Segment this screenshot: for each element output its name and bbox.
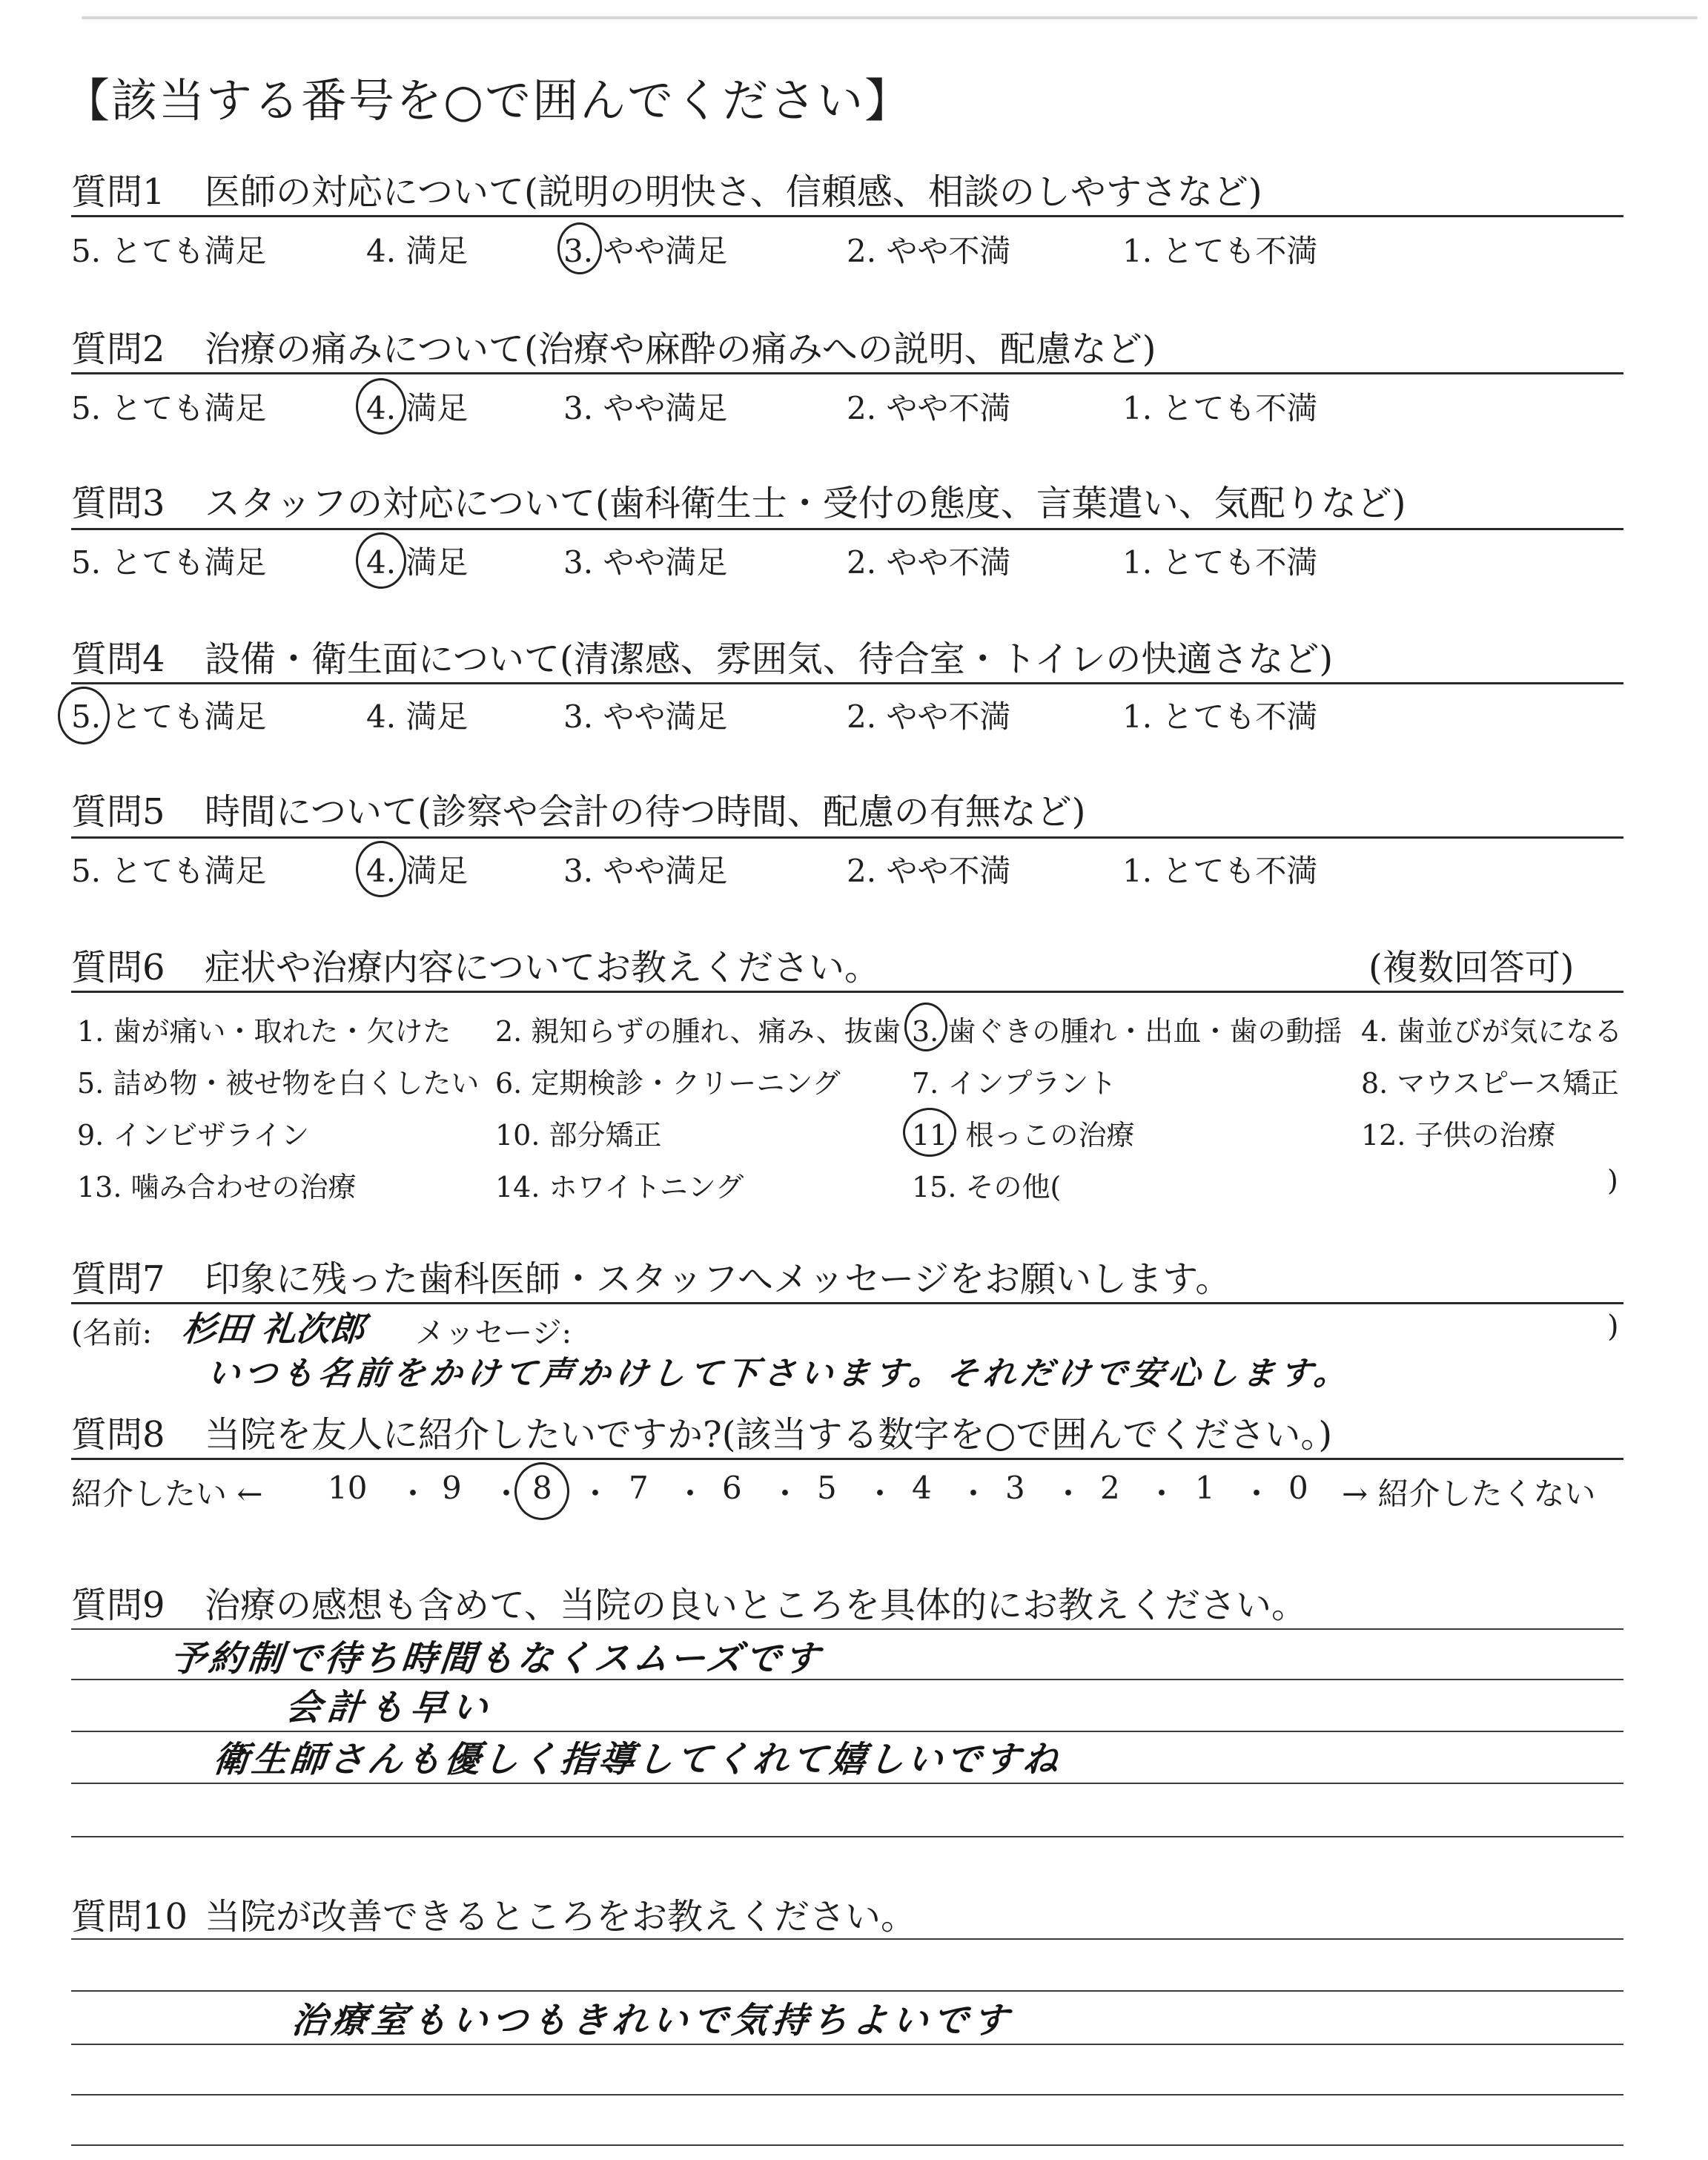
q3-option-2[interactable]: 2. やや不満: [847, 544, 1011, 581]
q6-option-12[interactable]: 12. 子供の治療: [1361, 1119, 1556, 1152]
question-10: 質問10 当院が改善できるところをお教えください。: [71, 1896, 917, 1938]
q1-option-1[interactable]: 1. とても不満: [1122, 233, 1318, 269]
question-6-rule: [71, 991, 1623, 993]
q3-option-1[interactable]: 1. とても不満: [1122, 544, 1318, 581]
q8-sep: ・: [1241, 1476, 1273, 1512]
q8-score-7[interactable]: 7: [629, 1470, 649, 1506]
q1-option-4[interactable]: 4. 満足: [366, 233, 469, 269]
q6-option-8[interactable]: 8. マウスピース矯正: [1361, 1067, 1619, 1100]
q6-option-1[interactable]: 1. 歯が痛い・取れた・欠けた: [77, 1015, 451, 1048]
q8-left-label: 紹介したい ←: [71, 1476, 263, 1512]
q4-option-3[interactable]: 3. やや満足: [563, 698, 728, 735]
q5-option-5[interactable]: 5. とても満足: [71, 853, 267, 889]
q2-answer-circle: [356, 378, 406, 435]
q9-answer-line-3[interactable]: 衛生師さんも優しく指導してくれて嬉しいですね: [211, 1739, 1064, 1780]
question-5: 質問5 時間について(診察や会計の待つ時間、配慮の有無など): [71, 791, 1086, 833]
page-title: 【該当する番号を○で囲んでください】: [64, 73, 913, 128]
q3-option-5[interactable]: 5. とても満足: [71, 544, 267, 581]
q2-option-2[interactable]: 2. やや不満: [847, 390, 1011, 426]
q7-close-paren: ): [1607, 1309, 1619, 1344]
q7-message-label: メッセージ:: [415, 1316, 572, 1350]
question-8: 質問8 当院を友人に紹介したいですか?(該当する数字を○で囲んでください。): [71, 1414, 1333, 1456]
q2-option-1[interactable]: 1. とても不満: [1122, 390, 1318, 426]
q9-line: [71, 1783, 1623, 1784]
q6-option-13[interactable]: 13. 噛み合わせの治療: [77, 1171, 357, 1203]
q3-answer-circle: [356, 532, 406, 589]
q6-option-10[interactable]: 10. 部分矯正: [495, 1119, 662, 1152]
q6-option-14[interactable]: 14. ホワイトニング: [495, 1171, 744, 1203]
question-5-rule: [71, 836, 1623, 839]
q8-score-3[interactable]: 3: [1005, 1470, 1025, 1506]
q1-option-2[interactable]: 2. やや不満: [847, 233, 1011, 269]
q8-sep: ・: [675, 1476, 706, 1512]
q1-answer-circle: [557, 222, 602, 274]
question-3: 質問3 スタッフの対応について(歯科衛生士・受付の態度、言葉遣い、気配りなど): [71, 483, 1406, 524]
q8-score-1[interactable]: 1: [1195, 1470, 1215, 1506]
q8-sep: ・: [1146, 1476, 1178, 1512]
question-1: 質問1 医師の対応について(説明の明快さ、信頼感、相談のしやすさなど): [71, 171, 1262, 213]
question-8-rule: [71, 1458, 1623, 1460]
question-2: 質問2 治療の痛みについて(治療や麻酔の痛みへの説明、配慮など): [71, 328, 1156, 370]
q6-answer-circle-3: [904, 1003, 947, 1051]
question-6: 質問6 症状や治療内容についてお教えください。: [71, 947, 881, 988]
q3-option-4[interactable]: 4. 満足: [366, 544, 469, 581]
q5-option-1[interactable]: 1. とても不満: [1122, 853, 1318, 889]
q8-score-6[interactable]: 6: [722, 1470, 742, 1506]
q3-option-3[interactable]: 3. やや満足: [563, 544, 728, 581]
question-9: 質問9 治療の感想も含めて、当院の良いところを具体的にお教えください。: [71, 1585, 1308, 1626]
q6-option-9[interactable]: 9. インビザライン: [77, 1119, 310, 1152]
q8-sep: ・: [491, 1476, 523, 1512]
q8-score-2[interactable]: 2: [1100, 1470, 1120, 1506]
q4-option-4[interactable]: 4. 満足: [366, 698, 469, 735]
q8-score-10[interactable]: 10: [328, 1470, 368, 1506]
question-6-note: (複数回答可): [1368, 947, 1575, 988]
question-4: 質問4 設備・衛生面について(清潔感、雰囲気、待合室・トイレの快適さなど): [71, 638, 1334, 680]
q6-option-3[interactable]: 3. 歯ぐきの腫れ・出血・歯の動揺: [912, 1015, 1343, 1048]
q6-option-6[interactable]: 6. 定期検診・クリーニング: [495, 1067, 841, 1100]
scan-top-edge: [82, 16, 1698, 19]
question-4-rule: [71, 682, 1623, 684]
q10-line: [71, 2144, 1623, 2146]
q6-option-4[interactable]: 4. 歯並びが気になる: [1361, 1015, 1623, 1048]
q1-option-3[interactable]: 3. やや満足: [563, 233, 728, 269]
question-7: 質問7 印象に残った歯科医師・スタッフへメッセージをお願いします。: [71, 1258, 1231, 1300]
q2-option-3[interactable]: 3. やや満足: [563, 390, 728, 426]
q7-handwritten-name[interactable]: 杉田 礼次郎: [179, 1309, 367, 1349]
q5-option-3[interactable]: 3. やや満足: [563, 853, 728, 889]
q8-score-0[interactable]: 0: [1288, 1470, 1308, 1506]
q8-sep: ・: [397, 1476, 429, 1512]
q4-option-1[interactable]: 1. とても不満: [1122, 698, 1318, 735]
q8-sep: ・: [864, 1476, 896, 1512]
q9-answer-line-1[interactable]: 予約制で待ち時間もなくスムーズです: [168, 1638, 824, 1680]
q6-option-15-close: ): [1607, 1164, 1618, 1197]
q10-line: [71, 1938, 1623, 1940]
question-2-rule: [71, 372, 1623, 374]
q2-option-5[interactable]: 5. とても満足: [71, 390, 267, 426]
q5-answer-circle: [356, 841, 406, 897]
q10-line: [71, 2094, 1623, 2095]
question-3-rule: [71, 528, 1623, 530]
q4-answer-circle: [58, 687, 110, 744]
q1-option-5[interactable]: 5. とても満足: [71, 233, 267, 269]
q4-option-2[interactable]: 2. やや不満: [847, 698, 1011, 735]
q10-line: [71, 2044, 1623, 2045]
q6-option-7[interactable]: 7. インプラント: [912, 1067, 1117, 1100]
q8-score-9[interactable]: 9: [442, 1470, 462, 1506]
q5-option-4[interactable]: 4. 満足: [366, 853, 469, 889]
q9-line: [71, 1836, 1623, 1837]
q8-right-label: → 紹介したくない: [1342, 1476, 1596, 1512]
q6-option-11[interactable]: 11. 根っこの治療: [912, 1119, 1135, 1152]
q8-answer-circle: [514, 1462, 569, 1520]
q4-option-5[interactable]: 5. とても満足: [71, 698, 267, 735]
q8-sep: ・: [580, 1476, 612, 1512]
q6-option-15[interactable]: 15. その他(: [912, 1171, 1062, 1203]
q9-answer-line-2[interactable]: 会計も早い: [283, 1687, 496, 1728]
q6-option-2[interactable]: 2. 親知らずの腫れ、痛み、抜歯: [495, 1015, 901, 1048]
q8-sep: ・: [958, 1476, 990, 1512]
q6-option-5[interactable]: 5. 詰め物・被せ物を白くしたい: [77, 1067, 480, 1100]
q8-score-8[interactable]: 8: [532, 1470, 552, 1506]
question-1-rule: [71, 215, 1623, 217]
q8-score-5[interactable]: 5: [817, 1470, 837, 1506]
q8-sep: ・: [1053, 1476, 1085, 1512]
q7-handwritten-message[interactable]: いつも名前をかけて声かけして下さいます。それだけで安心します。: [205, 1355, 1354, 1393]
q7-name-label: (名前:: [71, 1316, 153, 1350]
q5-option-2[interactable]: 2. やや不満: [847, 853, 1011, 889]
q2-option-4[interactable]: 4. 満足: [366, 390, 469, 426]
q8-sep: ・: [769, 1476, 801, 1512]
q6-answer-circle-11: [903, 1108, 956, 1157]
q10-answer-line-1[interactable]: 治療室もいつもきれいで気持ちよいです: [289, 2000, 1015, 2041]
q8-score-4[interactable]: 4: [912, 1470, 932, 1506]
